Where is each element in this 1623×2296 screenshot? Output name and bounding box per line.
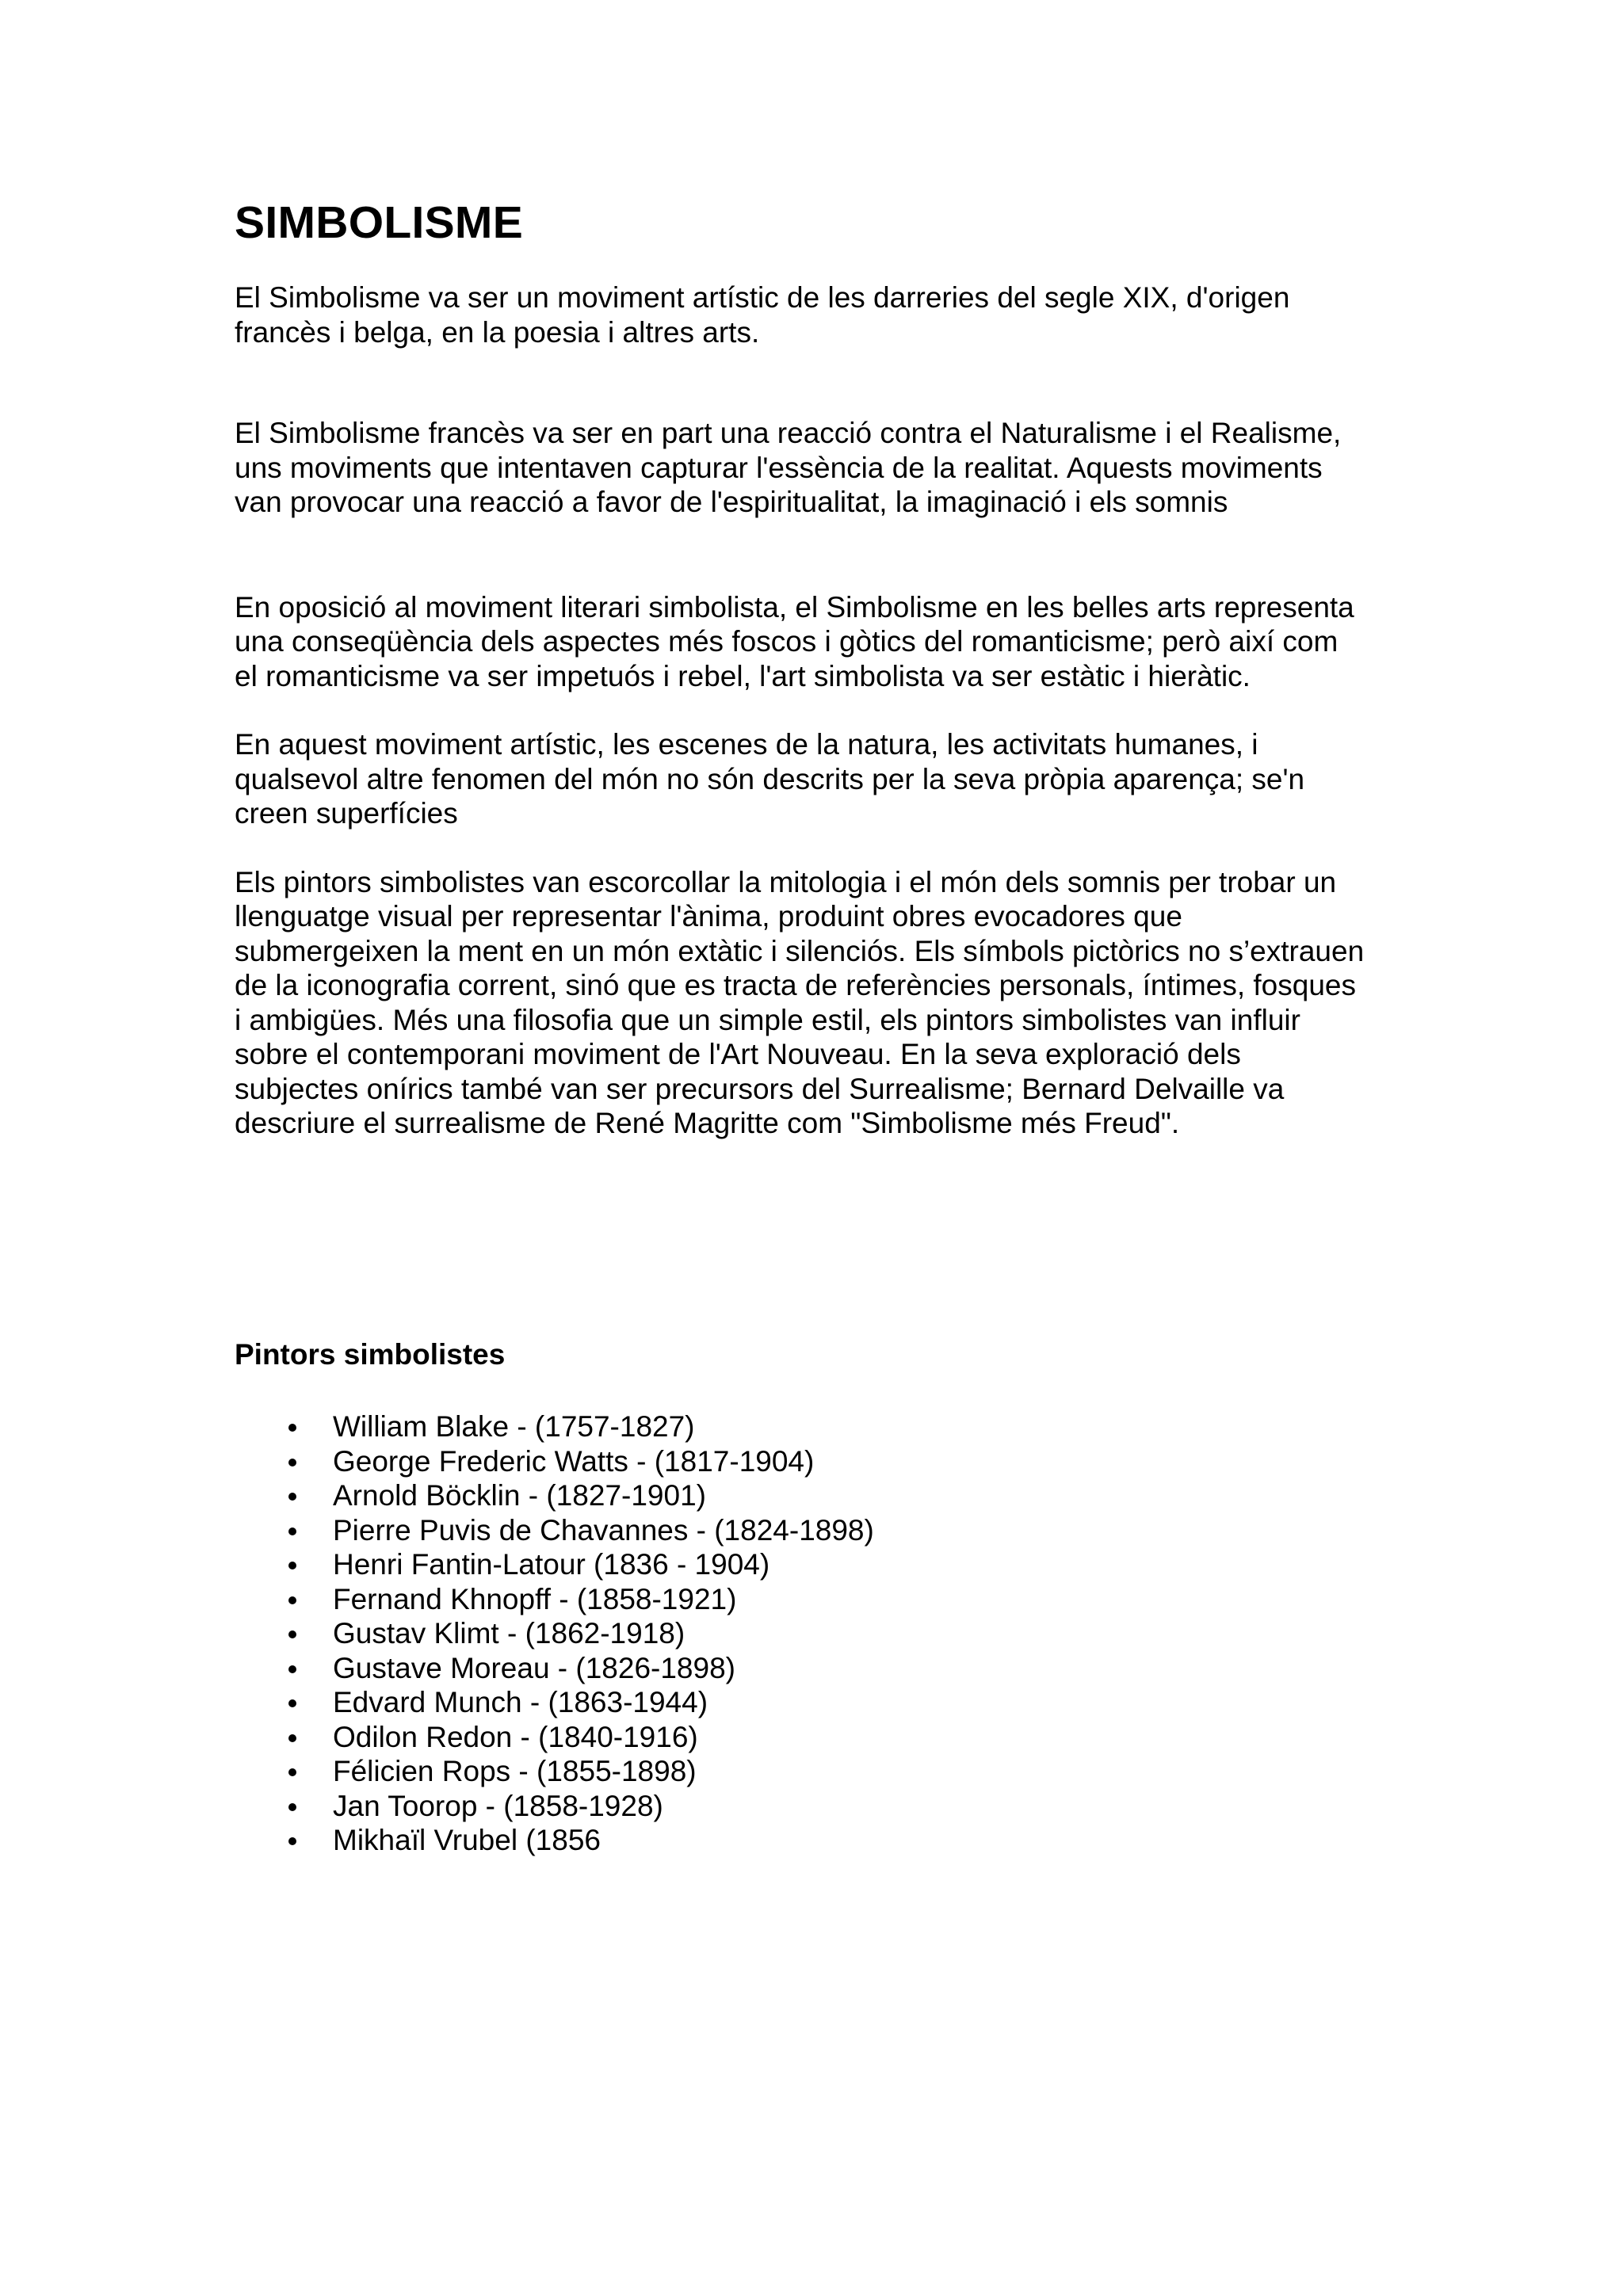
- bullet-icon: [288, 1630, 296, 1638]
- painter-name: Félicien Rops - (1855-1898): [333, 1755, 697, 1787]
- document-body: [235, 196, 1423, 1858]
- intro-paragraph: El Simbolisme va ser un moviment artístic de les darreries del segle XIX, d'origen francès i belga, en la poesia i altres arts.: [235, 281, 1290, 349]
- list-item: [235, 1547, 1423, 1582]
- bullet-icon: [288, 1459, 296, 1466]
- painter-name: Arnold Böcklin - (1827-1901): [333, 1479, 706, 1512]
- bullet-icon: [288, 1734, 296, 1742]
- bullet-icon: [288, 1527, 296, 1535]
- painters-heading: Pintors simbolistes: [235, 1337, 506, 1371]
- bullet-icon: [288, 1562, 296, 1569]
- bullet-icon: [288, 1837, 296, 1845]
- painters-list: [235, 1409, 1423, 1858]
- bullet-icon: [288, 1699, 296, 1707]
- list-item: [235, 1478, 1423, 1513]
- bullet-icon: [288, 1768, 296, 1776]
- painter-name: Jan Toorop - (1858-1928): [333, 1789, 663, 1822]
- fine-arts-paragraph: En oposició al moviment literari simbolista, el Simbolisme en les belles arts representa una conseqüència dels aspectes més foscos i gòtics del romanticisme; però així com el romanticisme va ser impetuós i rebel, l'art simbolista va ser estàtic i hieràtic.: [235, 590, 1354, 692]
- list-item: [235, 1444, 1423, 1479]
- bullet-icon: [288, 1493, 296, 1501]
- nature-scenes-paragraph: En aquest moviment artístic, les escenes de la natura, les activitats humanes, i qualsevol altre fenomen del món no són descrits per la seva pròpia aparença; se'n creen superfícies: [235, 728, 1305, 830]
- painter-name: William Blake - (1757-1827): [333, 1410, 695, 1443]
- list-item: [235, 1409, 1423, 1444]
- list-item: [235, 1685, 1423, 1720]
- bullet-icon: [288, 1596, 296, 1604]
- painter-name: Gustave Moreau - (1826-1898): [333, 1651, 735, 1684]
- painter-name: George Frederic Watts - (1817-1904): [333, 1444, 815, 1478]
- document-title: SIMBOLISME: [235, 197, 524, 248]
- painter-name: Mikhaïl Vrubel (1856: [333, 1824, 601, 1856]
- list-item: [235, 1582, 1423, 1617]
- bullet-icon: [288, 1424, 296, 1432]
- painter-name: Gustav Klimt - (1862-1918): [333, 1617, 685, 1650]
- bullet-icon: [288, 1803, 296, 1811]
- list-item: [235, 1754, 1423, 1789]
- painter-name: Fernand Khnopff - (1858-1921): [333, 1582, 737, 1615]
- list-item: [235, 1651, 1423, 1686]
- painter-name: Henri Fantin-Latour (1836 - 1904): [333, 1548, 770, 1581]
- painter-name: Odilon Redon - (1840-1916): [333, 1720, 698, 1753]
- list-item: [235, 1720, 1423, 1755]
- bullet-icon: [288, 1665, 296, 1673]
- list-item: [235, 1616, 1423, 1651]
- list-item: [235, 1513, 1423, 1548]
- list-item: [235, 1789, 1423, 1824]
- list-item: [235, 1823, 1423, 1858]
- symbolist-painters-paragraph: Els pintors simbolistes van escorcollar la mitologia i el món dels somnis per trobar un llenguatge visual per representar l'ànima, produint obres evocadores que submergeixen la ment en un món extàtic i silenciós. Els símbols pictòrics no s’extrauen de la iconografia corrent, sinó que es tracta de referències personals, íntimes, fosques i ambigües. Més una filosofia que un simple estil, els pintors simbolistes van influir sobre el contemporani moviment de l'Art Nouveau. En la seva exploració dels subjectes onírics també van ser precursors del Surrealisme; Bernard Delvaille va descriure el surrealisme de René Magritte com "Simbolisme més Freud".: [235, 865, 1365, 1139]
- painter-name: Pierre Puvis de Chavannes - (1824-1898): [333, 1513, 874, 1547]
- painter-name: Edvard Munch - (1863-1944): [333, 1686, 708, 1718]
- french-symbolism-paragraph: El Simbolisme francès va ser en part una reacció contra el Naturalisme i el Realisme, uns moviments que intentaven capturar l'essència de la realitat. Aquests moviments van provocar una reacció a favor de l'espiritualitat, la imaginació i els somnis: [235, 417, 1342, 518]
